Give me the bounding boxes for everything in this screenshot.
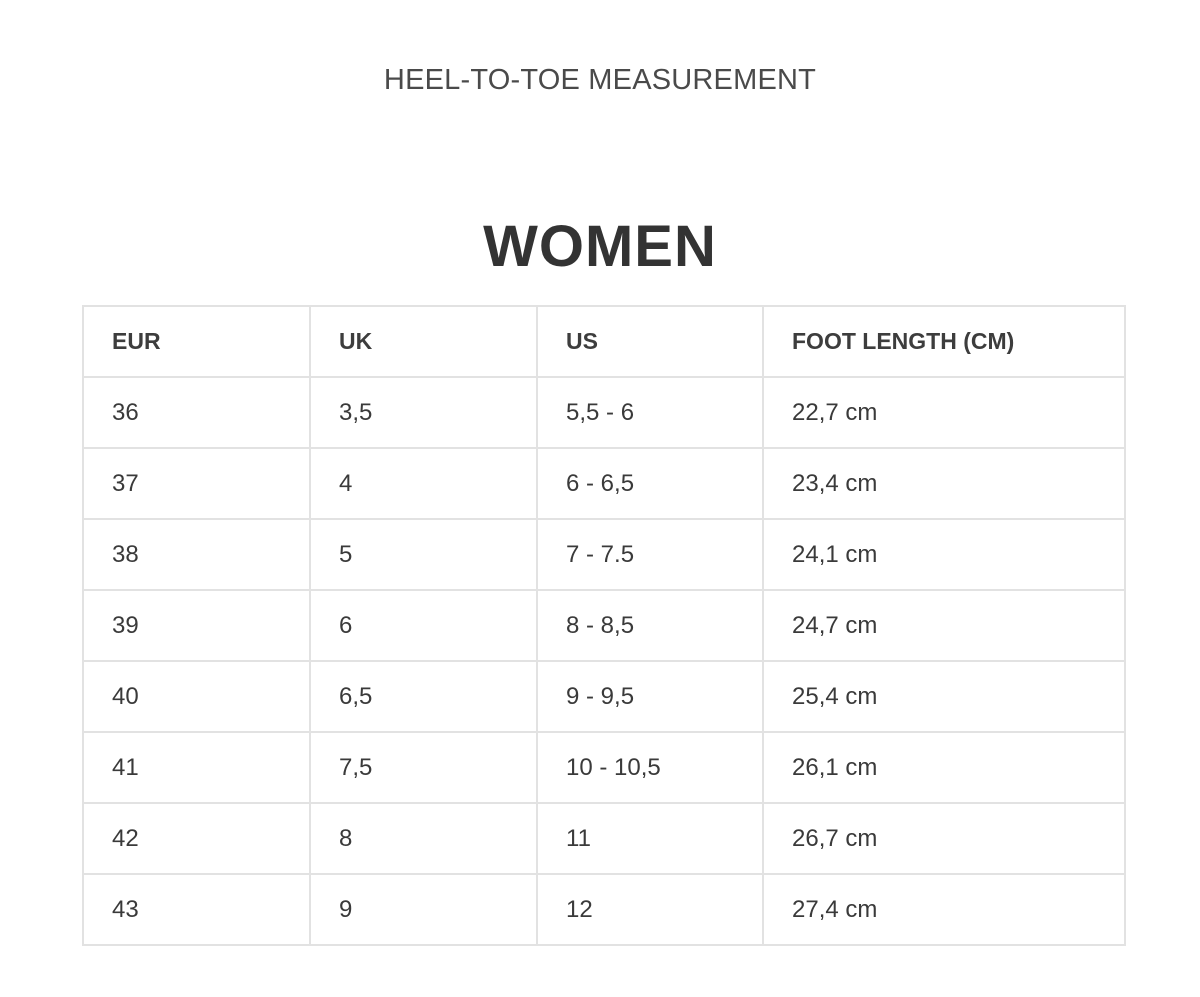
cell-us: 5,5 - 6 [537, 377, 763, 448]
cell-foot-length: 26,1 cm [763, 732, 1125, 803]
cell-uk: 7,5 [310, 732, 537, 803]
table-row [83, 590, 1125, 661]
table-row [83, 732, 1125, 803]
cell-foot-length: 24,7 cm [763, 590, 1125, 661]
table-header-row [83, 306, 1125, 377]
table-row [83, 803, 1125, 874]
size-chart-table [82, 305, 1126, 946]
header-foot-length: FOOT LENGTH (CM) [763, 306, 1125, 377]
table-row [83, 874, 1125, 945]
measurement-heading: HEEL-TO-TOE MEASUREMENT [383, 64, 817, 96]
header-uk: UK [310, 306, 537, 377]
cell-uk: 9 [310, 874, 537, 945]
cell-foot-length: 25,4 cm [763, 661, 1125, 732]
cell-foot-length: 23,4 cm [763, 448, 1125, 519]
cell-foot-length: 24,1 cm [763, 519, 1125, 590]
cell-eur: 38 [83, 519, 310, 590]
cell-us: 7 - 7.5 [537, 519, 763, 590]
cell-eur: 40 [83, 661, 310, 732]
table-row [83, 448, 1125, 519]
table-row [83, 377, 1125, 448]
cell-us: 6 - 6,5 [537, 448, 763, 519]
cell-uk: 3,5 [310, 377, 537, 448]
cell-us: 8 - 8,5 [537, 590, 763, 661]
cell-foot-length: 26,7 cm [763, 803, 1125, 874]
cell-eur: 42 [83, 803, 310, 874]
cell-eur: 39 [83, 590, 310, 661]
table-row [83, 519, 1125, 590]
header-us: US [537, 306, 763, 377]
cell-us: 9 - 9,5 [537, 661, 763, 732]
women-section-title: WOMEN [483, 214, 717, 279]
cell-uk: 8 [310, 803, 537, 874]
cell-eur: 37 [83, 448, 310, 519]
cell-us: 12 [537, 874, 763, 945]
cell-foot-length: 27,4 cm [763, 874, 1125, 945]
cell-eur: 43 [83, 874, 310, 945]
cell-uk: 5 [310, 519, 537, 590]
cell-us: 11 [537, 803, 763, 874]
cell-eur: 36 [83, 377, 310, 448]
cell-us: 10 - 10,5 [537, 732, 763, 803]
cell-eur: 41 [83, 732, 310, 803]
header-eur: EUR [83, 306, 310, 377]
cell-uk: 4 [310, 448, 537, 519]
cell-foot-length: 22,7 cm [763, 377, 1125, 448]
cell-uk: 6,5 [310, 661, 537, 732]
cell-uk: 6 [310, 590, 537, 661]
table-row [83, 661, 1125, 732]
